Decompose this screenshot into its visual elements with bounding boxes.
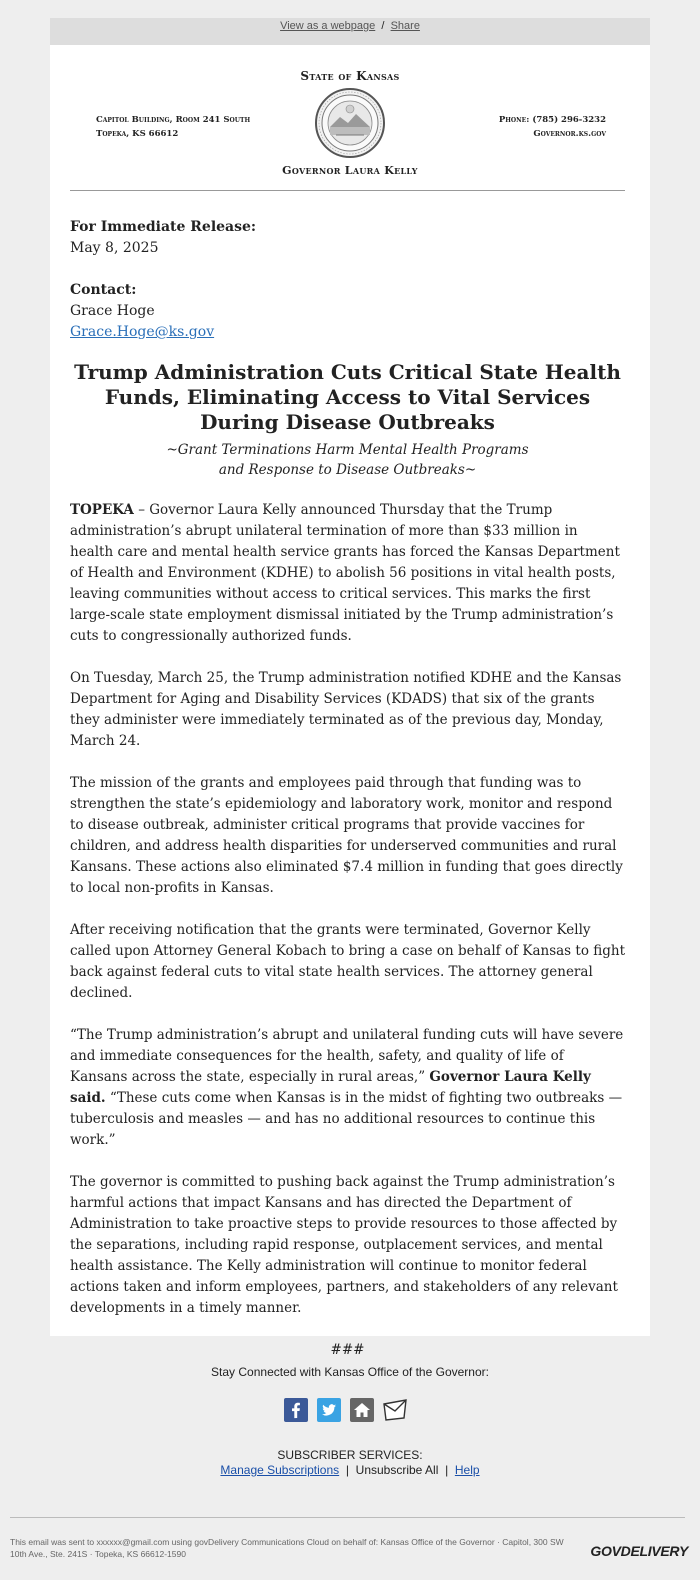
release-label: For Immediate Release: [70,219,257,235]
contact-name: Grace Hoge [70,303,155,319]
address-block [96,113,250,141]
contact-label: Contact: [70,282,137,298]
twitter-icon[interactable] [317,1398,341,1422]
home-icon[interactable] [350,1398,374,1422]
paragraph-6: The governor is committed to pushing back against the Trump administration’s harmful actions that impact Kansans and has directed the Department of Administration to take proactive steps to provide resources to those affected by the separations, including rapid response, outplacement services, and mental health assistance. The Kelly administration will continue to monitor federal actions taken and inform employees, partners, and stakeholders of any relevant developments in a timely manner. [70,1174,618,1316]
subscriber-services-title: SUBSCRIBER SERVICES: [277,1448,423,1462]
governor-title: Governor Laura Kelly [282,164,418,177]
top-bar [50,18,650,45]
email-icon[interactable] [382,1398,408,1422]
header-divider [70,190,625,191]
article-body [70,500,625,1382]
subheadline-line-1: ~Grant Terminations Harm Mental Health Programs [166,442,529,458]
address-line-2: Topeka, KS 66612 [96,129,179,139]
phone-number: Phone: (785) 296-3232 [498,115,606,125]
paragraph-1: TOPEKA – Governor Laura Kelly announced Thursday that the Trump administration’s abrupt unilateral termination of more than $33 million in health care and mental health service grants has forced the Kansas Department of Health and Environment (KDHE) to abolish 56 positions in vital health posts, leaving communities without access to critical services. This marks the first large-scale state employment dismissal initiated by the Trump administration’s cuts to congressionally authorized funds. [70,502,620,644]
paragraph-4: After receiving notification that the grants were terminated, Governor Kelly called upon Attorney General Kobach to bring a case on behalf of Kansas to fight back against federal cuts to vital state health services. The attorney general declined. [70,922,626,1001]
letterhead [70,65,630,195]
subheadline [70,440,625,480]
govdelivery-logo[interactable]: GOVDELIVERY [590,1543,688,1559]
contact-block [499,113,606,141]
share-link[interactable]: Share [390,20,420,32]
paragraph-3: The mission of the grants and employees paid through that funding was to strengthen the state’s epidemiology and laboratory work, monitor and respond to disease outbreak, administer critical programs that provide vaccines for children, and address health disparities for underserved communities and rural Kansans. These actions also eliminated $7.4 million in funding that goes directly to local non-profits in Kansas. [70,775,623,896]
contact-email-link[interactable]: Grace.Hoge@ks.gov [70,324,215,340]
paragraph-2: On Tuesday, March 25, the Trump administration notified KDHE and the Kansas Department for Aging and Disability Services (KDADS) that six of the grants they administer were immediately terminated as of the previous day, Monday, March 24. [70,670,622,749]
email-content-card [50,45,650,1358]
subscriber-links: Manage Subscriptions | Unsubscribe All | Help [220,1463,480,1477]
fine-print: This email was sent to xxxxxx@gmail.com using govDelivery Communications Cloud on behalf of: Kansas Office of the Governor · Capitol, 300 SW 10th Ave., Ste. 241S · Topeka, KS 66612-1590 [10,1537,564,1559]
manage-subscriptions-link[interactable]: Manage Subscriptions [220,1463,340,1477]
subscriber-services [0,1448,700,1478]
unsubscribe-all-link[interactable]: Unsubscribe All [355,1463,439,1477]
headline: Trump Administration Cuts Critical State Health Funds, Eliminating Access to Vital Services During Disease Outbreaks [74,360,621,434]
end-mark: ### [330,1342,365,1358]
release-date: May 8, 2025 [70,240,159,256]
kansas-seal-icon [314,87,386,159]
stay-connected-text: Stay Connected with Kansas Office of the Governor: [211,1365,489,1379]
website: Governor.ks.gov [533,129,606,139]
state-title: State of Kansas [300,69,400,83]
topbar-separator: / [381,20,385,32]
release-info [70,217,625,343]
quote-attribution: Governor Laura Kelly said. [70,1069,591,1106]
facebook-icon[interactable] [284,1398,308,1422]
view-as-webpage-link[interactable]: View as a webpage [280,20,376,32]
footer-divider [10,1517,685,1518]
social-icons [284,1398,414,1426]
subheadline-line-2: and Response to Disease Outbreaks~ [218,462,477,478]
help-link[interactable]: Help [454,1463,480,1477]
paragraph-5: “The Trump administration’s abrupt and unilateral funding cuts will have severe and immediate consequences for the health, safety, and quality of life of Kansans across the state, especially in rural areas,” Governor Laura Kelly said. “These cuts come when Kansas is in the midst of fighting two outbreaks — tuberculosis and measles — and has no additional resources to continue this work.” [70,1027,624,1148]
dateline: TOPEKA [70,502,134,518]
address-line-1: Capitol Building, Room 241 South [96,115,251,125]
